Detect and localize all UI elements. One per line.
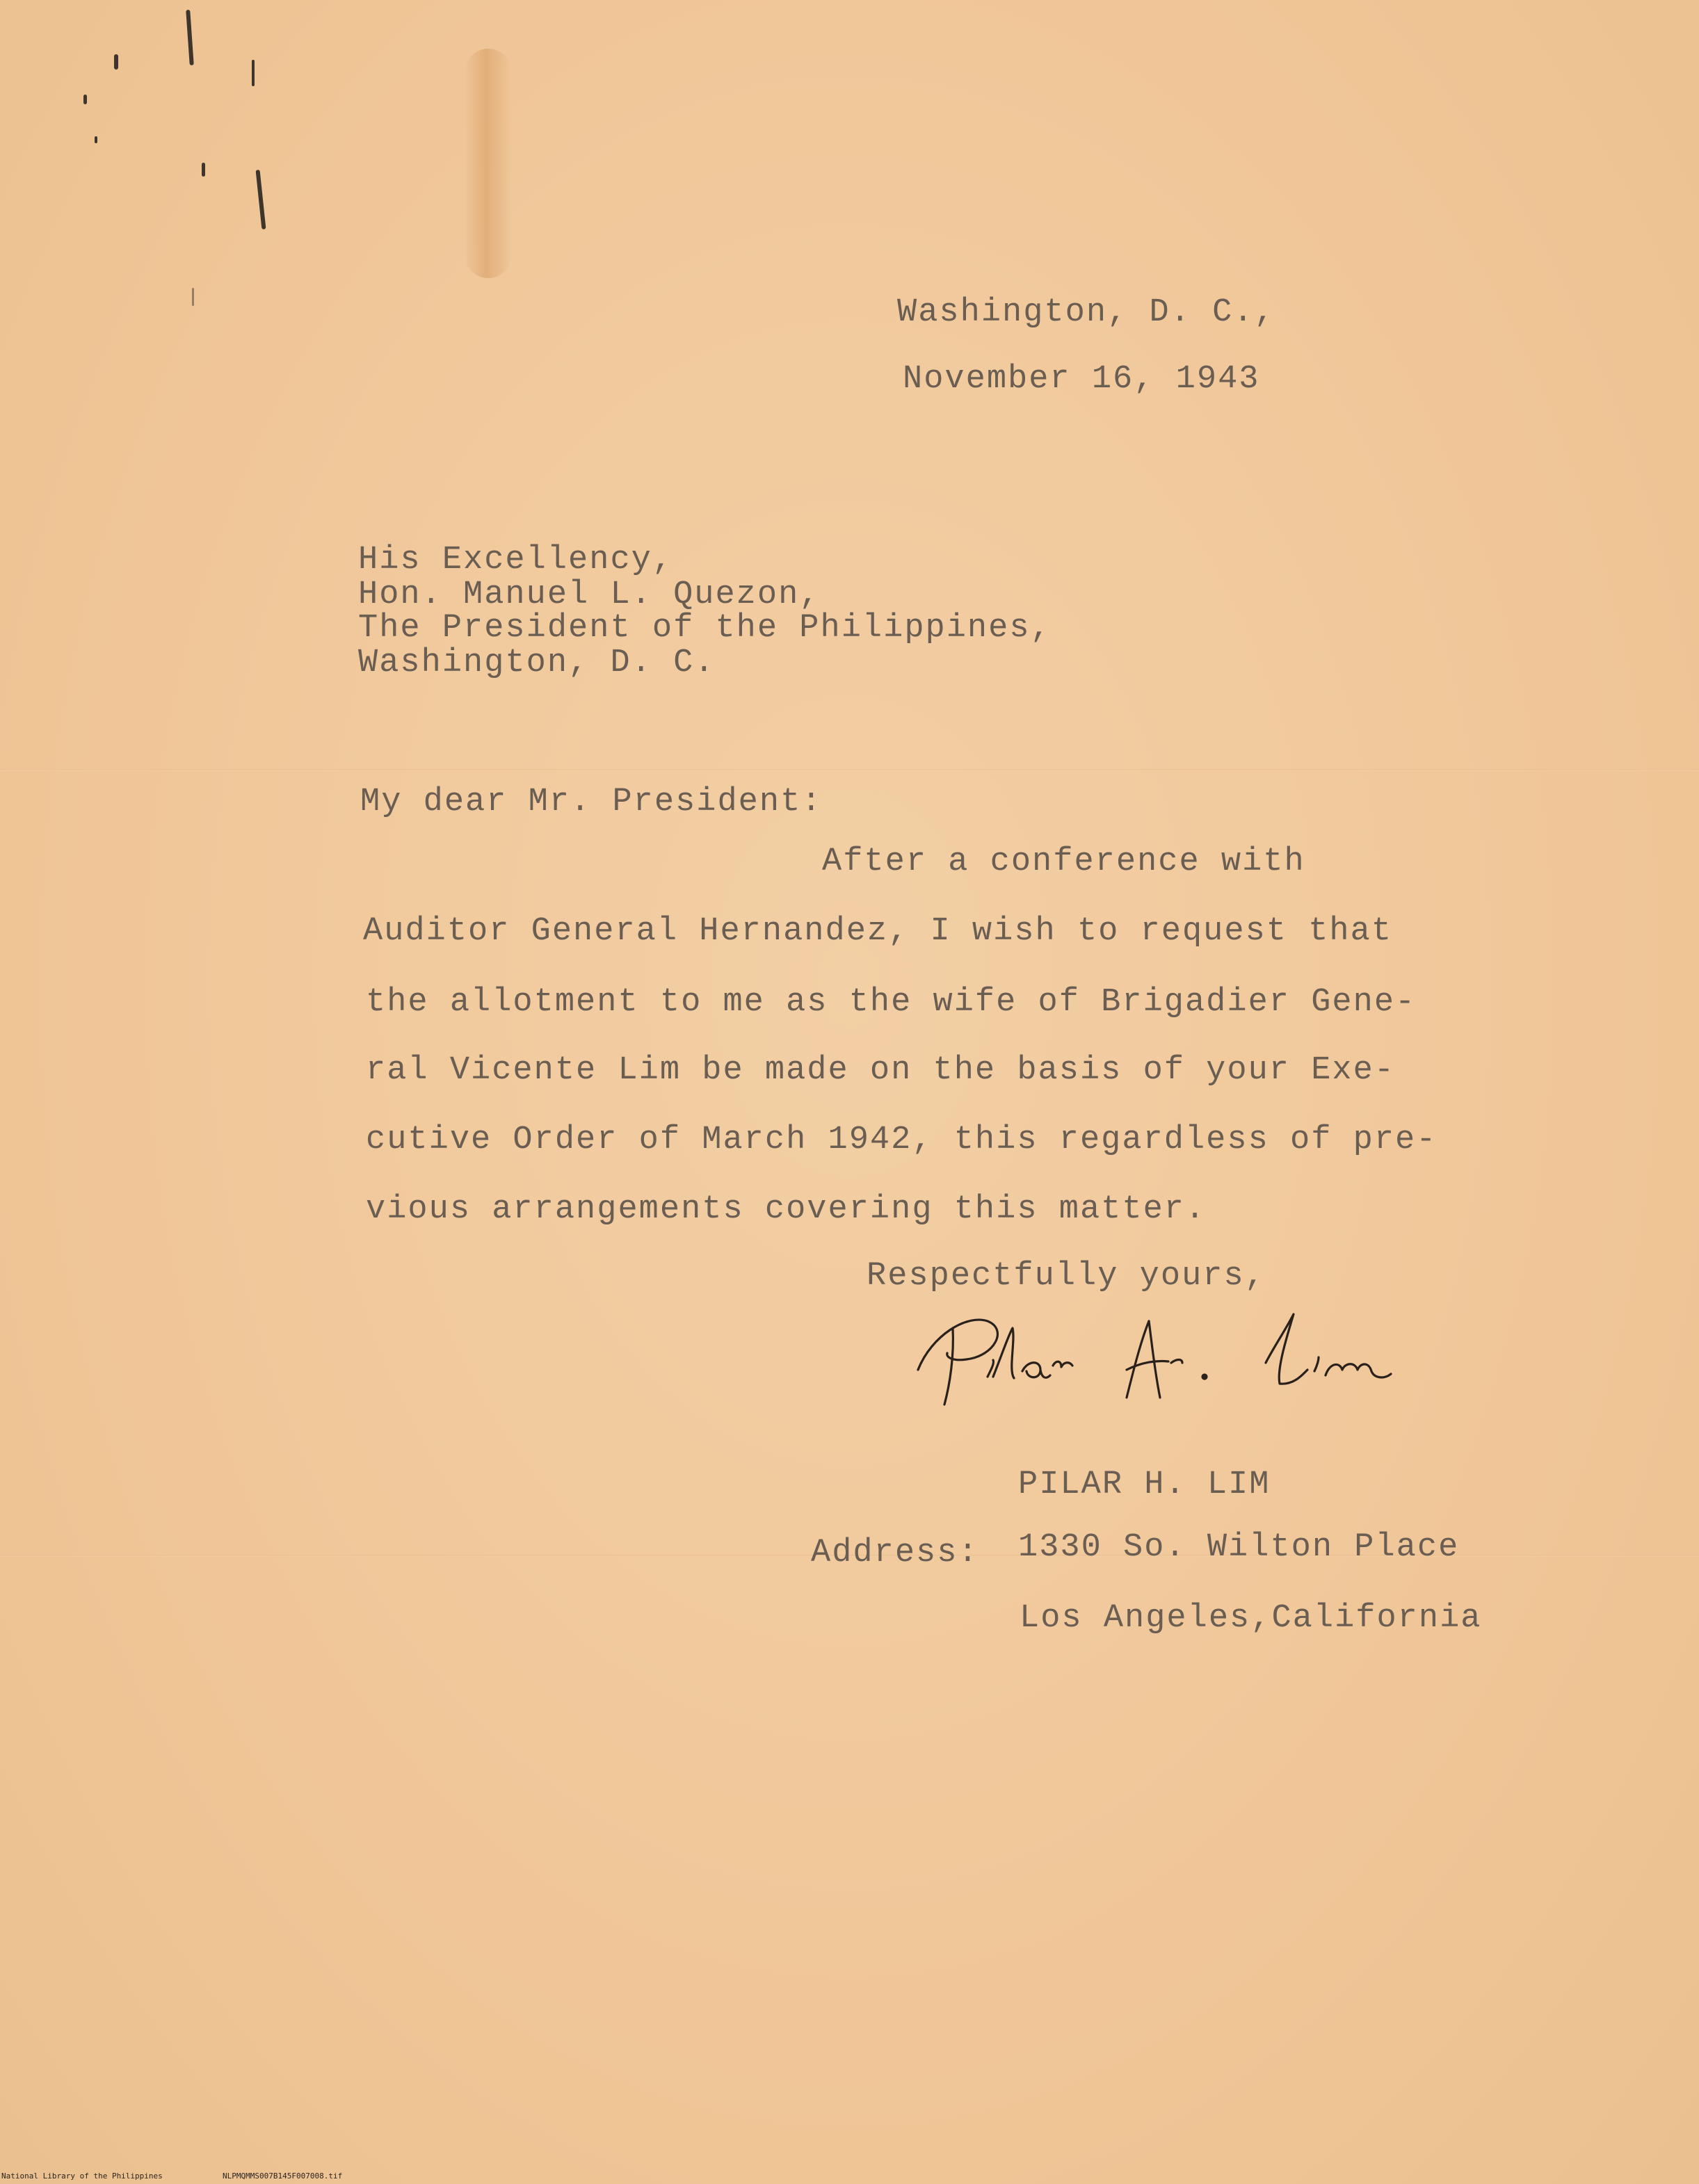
signer-name: PILAR H. LIM [1018,1466,1271,1503]
recipient-line: Washington, D. C. [358,645,716,681]
archive-library-label: National Library of the Philippines [1,2171,163,2181]
body-line: After a conference with [822,843,1305,880]
paper-stain [465,49,512,278]
recipient-line: The President of the Philippines, [358,610,1052,647]
body-line: ral Vicente Lim be made on the basis of your Exe- [366,1052,1396,1089]
address-line: Los Angeles,California [1020,1600,1482,1637]
recipient-line: Hon. Manuel L. Quezon, [358,576,821,613]
staple-mark [114,54,118,70]
address-line: 1330 So. Wilton Place [1018,1529,1460,1566]
body-line: Auditor General Hernandez, I wish to request that [363,913,1393,950]
salutation: My dear Mr. President: [360,784,823,820]
staple-mark [95,136,97,143]
body-line: vious arrangements covering this matter. [366,1191,1207,1228]
letter-date: November 16, 1943 [903,361,1260,398]
body-line: cutive Order of March 1942, this regardless of pre- [366,1122,1438,1158]
closing: Respectfully yours, [867,1258,1266,1295]
body-line: the allotment to me as the wife of Brigadier Gene- [366,984,1417,1021]
letter-place: Washington, D. C., [897,294,1275,331]
address-label: Address: [811,1535,979,1571]
staple-mark [192,288,194,306]
staple-mark [202,163,205,177]
recipient-line: His Excellency, [358,542,674,579]
staple-mark [252,60,255,86]
handwritten-signature [904,1293,1405,1418]
staple-mark [256,170,266,229]
staple-mark [186,10,194,65]
archive-filename-label: NLPMQMMS007B145F007008.tif [223,2171,343,2181]
paper-fold-upper [0,769,1699,771]
staple-mark [83,95,87,104]
